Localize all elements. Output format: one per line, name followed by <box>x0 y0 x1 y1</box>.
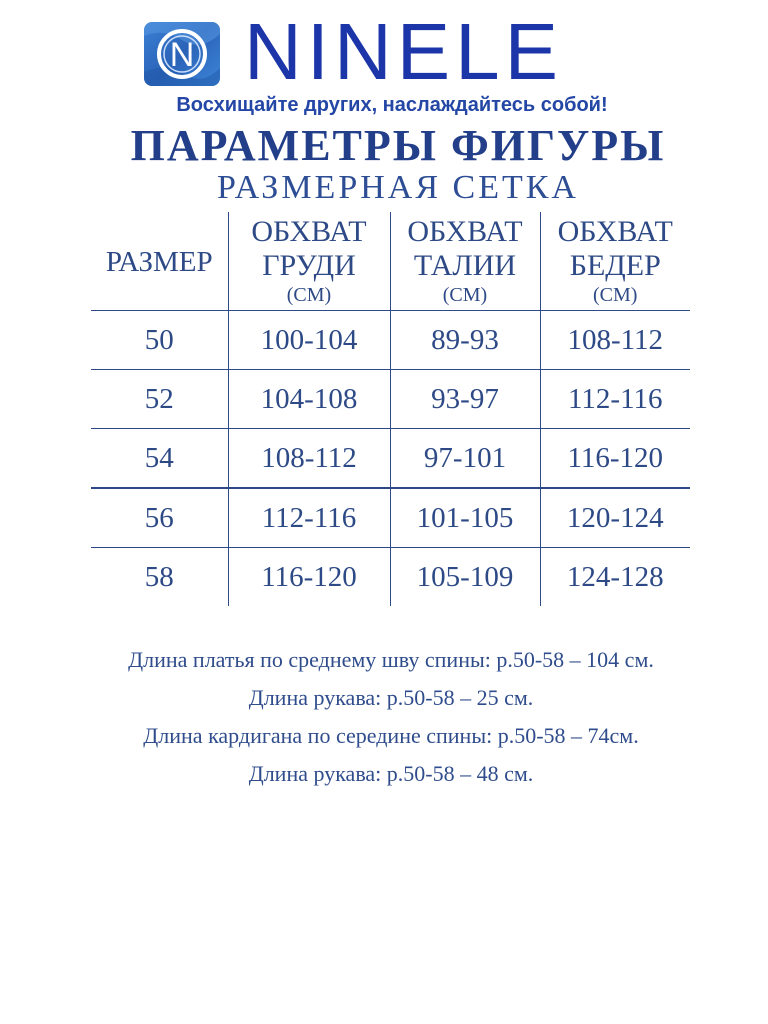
note-cardigan-length: Длина кардигана по середине спины: р.50-58 – 74см. <box>143 723 639 748</box>
waist-cell: 105-109 <box>390 548 540 607</box>
hips-cell: 124-128 <box>540 548 690 607</box>
hips-cell: 120-124 <box>540 488 690 548</box>
table-row <box>91 548 690 607</box>
header-size: РАЗМЕР <box>91 212 228 311</box>
header-hips <box>540 212 690 311</box>
header-hips-unit: (СМ) <box>593 284 638 306</box>
header-chest-label-2: ГРУДИ <box>262 249 356 282</box>
chest-cell: 116-120 <box>228 548 390 607</box>
table-row <box>91 311 690 370</box>
page-subtitle: РАЗМЕРНАЯ СЕТКА <box>217 169 579 206</box>
chest-cell: 104-108 <box>228 370 390 429</box>
measurement-notes <box>0 644 768 796</box>
brand-n-icon <box>144 22 220 86</box>
size-cell: 58 <box>144 560 174 593</box>
waist-cell: 93-97 <box>390 370 540 429</box>
chest-cell: 100-104 <box>228 311 390 370</box>
header-waist-label: ОБХВАТ <box>407 215 523 248</box>
waist-cell: 101-105 <box>390 488 540 548</box>
header-chest-label: ОБХВАТ <box>251 215 367 248</box>
header-waist-unit: (СМ) <box>442 284 488 306</box>
note-cardigan-sleeve: Длина рукава: р.50-58 – 48 см. <box>248 761 534 786</box>
header-chest <box>228 212 390 311</box>
table-row <box>91 370 690 429</box>
page-title: ПАРАМЕТРЫ ФИГУРЫ <box>130 121 666 170</box>
size-cell: 56 <box>91 488 228 548</box>
svg-text:N: N <box>169 36 195 74</box>
size-cell: 50 <box>91 311 228 370</box>
waist-cell: 97-101 <box>390 429 540 489</box>
brand-logo <box>140 7 640 96</box>
waist-cell: 89-93 <box>390 311 540 370</box>
size-chart-table <box>91 212 690 606</box>
size-cell: 52 <box>91 370 228 429</box>
note-dress-sleeve: Длина рукава: р.50-58 – 25 см. <box>248 685 534 710</box>
brand-slogan: Восхищайте других, наслаждайтесь собой! <box>176 94 608 116</box>
hips-cell: 116-120 <box>540 429 690 489</box>
size-cell: 54 <box>91 429 228 489</box>
chest-cell: 108-112 <box>228 429 390 489</box>
table-row <box>91 488 690 548</box>
table-row <box>91 429 690 489</box>
header-hips-label: ОБХВАТ <box>557 215 673 248</box>
header-waist-label-2: ТАЛИИ <box>413 249 517 282</box>
brand-name: NINELE <box>244 7 563 96</box>
hips-cell: 108-112 <box>540 311 690 370</box>
note-dress-length: Длина платья по среднему шву спины: р.50-58 – 104 см. <box>128 647 654 672</box>
table-header-row <box>91 212 690 311</box>
chest-cell: 112-116 <box>228 488 390 548</box>
header-hips-label-2: БЕДЕР <box>569 249 661 282</box>
hips-cell: 112-116 <box>540 370 690 429</box>
header-chest-unit: (СМ) <box>286 284 332 306</box>
header-waist <box>390 212 540 311</box>
